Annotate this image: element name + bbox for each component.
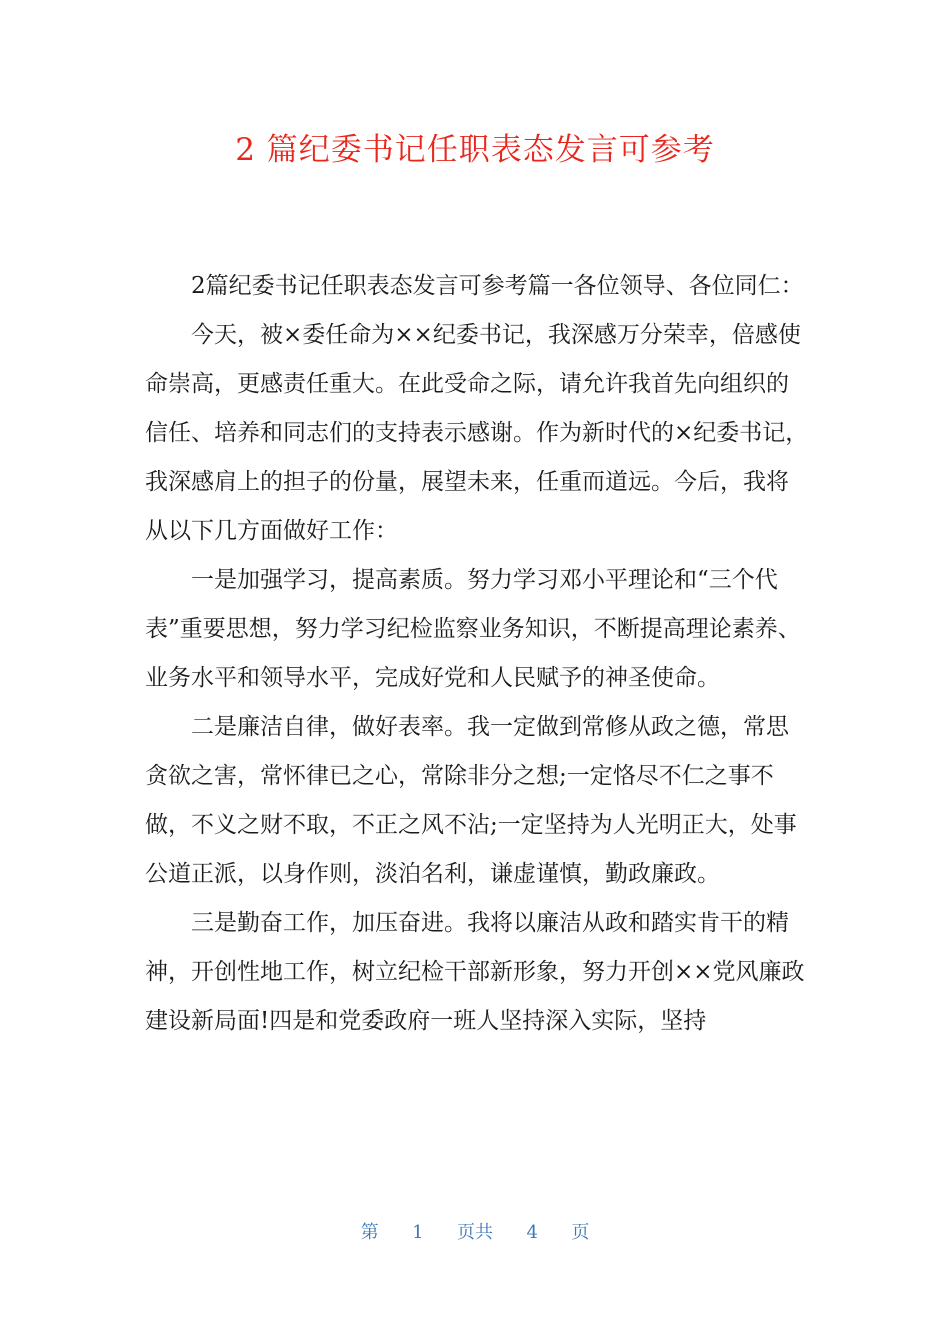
paragraph-greeting: 2篇纪委书记任职表态发言可参考篇一各位领导、各位同仁： <box>191 273 804 299</box>
footer-suffix: 页 <box>571 1222 590 1243</box>
paragraph-point-two: 二是廉洁自律，做好表率。我一定做到常修从政之德，常思贪欲之害，常怀律已之心，常除非分之想;一定恪尽不仁之事不做，不义之财不取，不正之风不沾;一定坚持为人光明正大，处事公道正派，以身作则，淡泊名利，谦虚谨慎，勤政廉政。 <box>145 714 797 887</box>
footer-prefix: 第 <box>360 1222 379 1243</box>
document-title: 2 篇纪委书记任职表态发言可参考 <box>235 132 715 168</box>
footer-page-total: 4 <box>526 1222 538 1243</box>
paragraph-point-one: 一是加强学习，提高素质。努力学习邓小平理论和“三个代表”重要思想，努力学习纪检监察业务知识，不断提高理论素养、业务水平和领导水平，完成好党和人民赋予的神圣使命。 <box>145 567 801 691</box>
page-footer <box>0 1220 950 1246</box>
document-body <box>145 262 810 1046</box>
paragraph-intro: 今天，被×委任命为××纪委书记，我深感万分荣幸，倍感使命崇高，更感责任重大。在此受命之际，请允许我首先向组织的信任、培养和同志们的支持表示感谢。作为新时代的×纪委书记，我深感肩上的担子的份量，展望未来，任重而道远。今后，我将从以下几方面做好工作： <box>145 322 809 544</box>
footer-middle: 页共 <box>457 1222 493 1243</box>
footer-page-current: 1 <box>412 1222 424 1243</box>
paragraph-point-three: 三是勤奋工作，加压奋进。我将以廉洁从政和踏实肯干的精神，开创性地工作，树立纪检干部新形象，努力开创××党风廉政建设新局面!四是和党委政府一班人坚持深入实际，坚持 <box>145 910 805 1034</box>
